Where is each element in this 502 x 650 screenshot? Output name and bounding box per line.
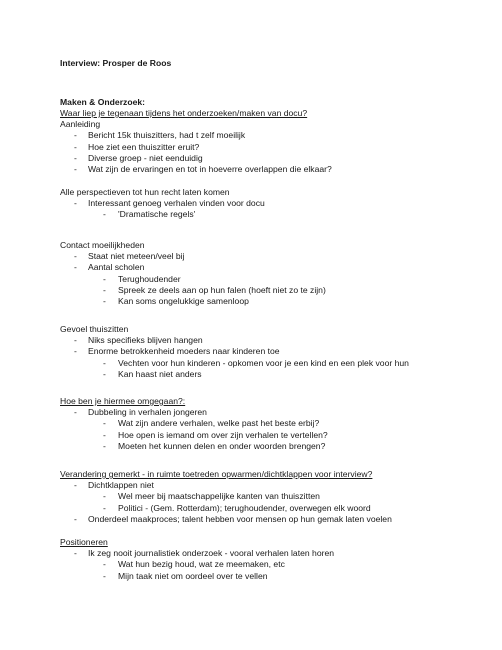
list-item: Hoe open is iemand om over zijn verhalen te vertellen? [118, 429, 328, 440]
list-item: Niks specifieks blijven hangen [88, 335, 203, 346]
bullet-dash: - [74, 198, 77, 209]
list-item: Onderdeel maakproces; talent hebben voor mensen op hun gemak laten voelen [88, 513, 392, 524]
bullet-dash: - [74, 335, 77, 346]
list-item: Staat niet meteen/veel bij [88, 251, 185, 262]
topic-label: Alle perspectieven tot hun recht laten komen [60, 187, 230, 197]
section-heading: Verandering gemerkt - in ruimte toetreden opwarmen/dichtklappen voor interview? [60, 469, 373, 479]
bullet-dash: - [103, 296, 106, 306]
bullet-dash: - [103, 368, 106, 379]
bullet-dash: - [74, 262, 77, 273]
list-item: Wat zijn andere verhalen, welke past het beste erbij? [118, 418, 320, 429]
bullet-dash: - [103, 440, 106, 451]
bullet-dash: - [103, 273, 106, 284]
list-item: Ik zeg nooit journalistiek onderzoek - vooral verhalen laten horen [88, 548, 335, 559]
bullet-dash: - [74, 152, 77, 163]
list-item: Bericht 15k thuiszitters, had t zelf moeilijk [88, 130, 246, 141]
bullet-dash: - [74, 480, 77, 491]
bullet-dash: - [74, 141, 77, 152]
section-heading: Hoe ben je hiermee omgegaan?: [60, 396, 186, 406]
topic-label: Gevoel thuiszitten [60, 324, 129, 334]
bullet-dash: - [103, 502, 106, 513]
bullet-dash: - [74, 164, 77, 174]
list-item: Kan haast niet anders [118, 368, 202, 379]
list-item: Wel meer bij maatschappelijke kanten van thuiszitten [118, 491, 320, 502]
bullet-dash: - [103, 357, 106, 368]
bullet-dash: - [103, 209, 106, 220]
list-item: Dichtklappen niet [88, 480, 154, 491]
bullet-dash: - [103, 559, 106, 570]
bullet-dash: - [74, 130, 77, 141]
bullet-dash: - [103, 429, 106, 440]
bullet-dash: - [74, 513, 77, 524]
list-item: Wat hun bezig houd, wat ze meemaken, etc [118, 559, 285, 570]
list-item: Spreek ze deels aan op hun falen (hoeft niet zo te zijn) [118, 284, 326, 295]
list-item: Aantal scholen [88, 262, 145, 273]
list-item: Diverse groep - niet eenduidig [88, 152, 203, 163]
section-heading: Maken & Onderzoek: [60, 97, 146, 107]
list-item: Enorme betrokkenheid moeders naar kinderen toe [88, 346, 280, 357]
list-item: Mijn taak niet om oordeel over te vellen [118, 570, 268, 581]
topic-label: Aanleiding [60, 119, 101, 130]
bullet-dash: - [74, 548, 77, 559]
list-item: Interessant genoeg verhalen vinden voor docu [88, 198, 265, 209]
bullet-dash: - [103, 284, 106, 295]
list-item: Terughoudender [118, 273, 181, 284]
bullet-dash: - [74, 346, 77, 357]
list-item: 'Dramatische regels' [118, 209, 196, 220]
list-item: Moeten het kunnen delen en onder woorden brengen? [118, 440, 326, 451]
bullet-dash: - [103, 491, 106, 502]
bullet-dash: - [74, 251, 77, 262]
bullet-dash: - [103, 418, 106, 429]
list-item: Kan soms ongelukkige samenloop [118, 296, 249, 306]
section-heading: Waar liep je tegenaan tijdens het onderzoeken/maken van docu? [60, 108, 308, 118]
list-item: Vechten voor hun kinderen - opkomen voor je een kind en een plek voor hun [118, 357, 409, 368]
topic-label: Contact moeilijkheden [60, 240, 145, 250]
list-item: Dubbeling in verhalen jongeren [88, 407, 207, 418]
bullet-dash: - [74, 407, 77, 418]
list-item: Politici - (Gem. Rotterdam); terughoudender, overwegen elk woord [118, 502, 371, 513]
bullet-dash: - [103, 570, 106, 581]
document-title: Interview: Prosper de Roos [60, 58, 172, 68]
section-heading: Positioneren [60, 537, 108, 547]
list-item: Wat zijn de ervaringen en tot in hoeverre overlappen die elkaar? [88, 164, 332, 174]
list-item: Hoe ziet een thuiszitter eruit? [88, 141, 200, 152]
